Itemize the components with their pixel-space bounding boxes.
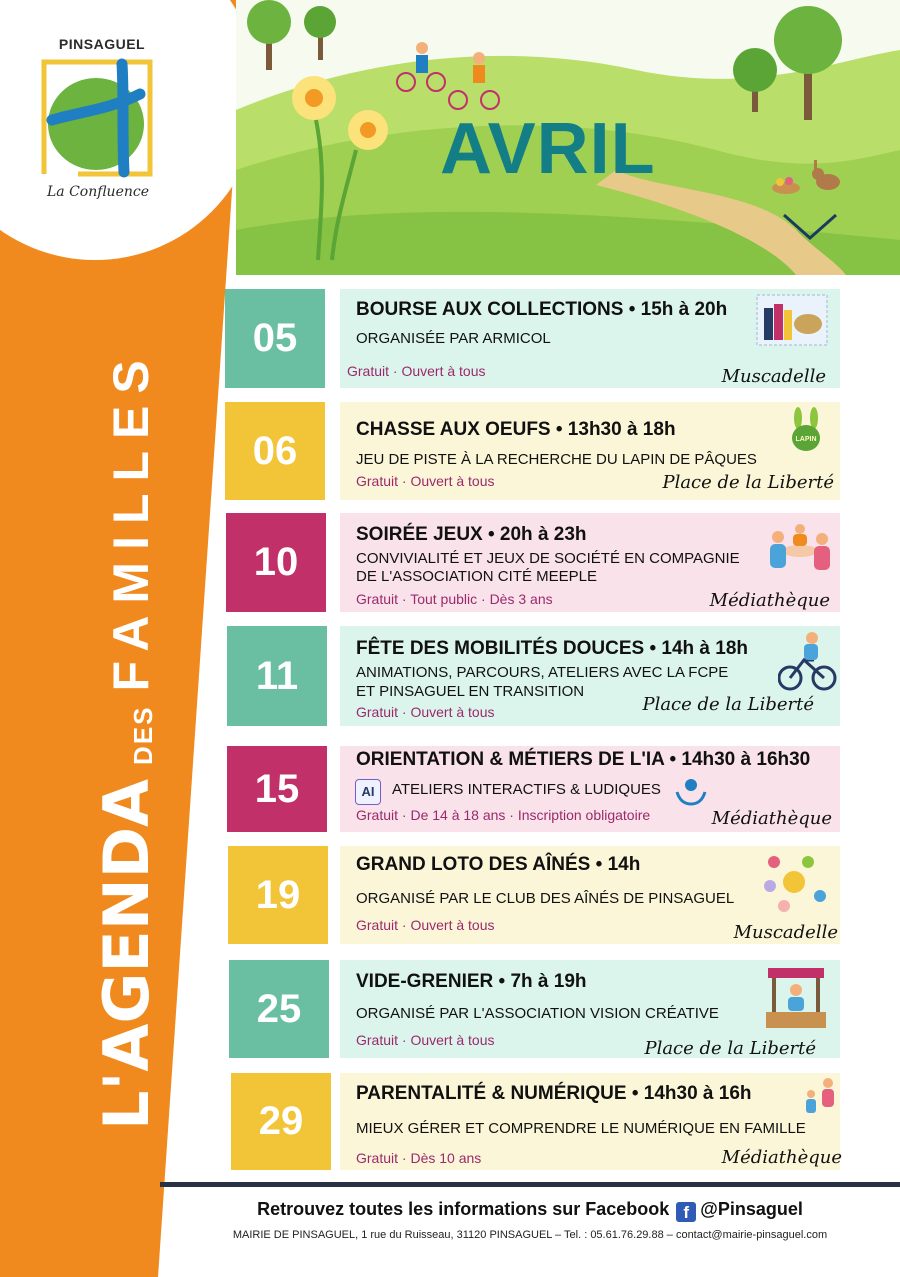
event-meta: Gratuit · Ouvert à tous	[347, 363, 486, 379]
event-title: VIDE-GRENIER • 7h à 19h	[356, 971, 587, 992]
event-day: 25	[256, 986, 302, 1031]
event-description: ORGANISÉ PAR LE CLUB DES AÎNÉS DE PINSAGUEL	[356, 890, 735, 907]
facebook-handle: @Pinsaguel	[700, 1199, 803, 1219]
event-card	[340, 846, 840, 944]
event-card	[340, 289, 840, 388]
event-meta: Gratuit · De 14 à 18 ans · Inscription obligatoire	[356, 807, 651, 823]
title-agenda: L'AGENDA	[90, 778, 163, 1130]
event-title: SOIRÉE JEUX • 20h à 23h	[356, 524, 587, 545]
month-title: AVRIL	[440, 109, 656, 189]
event-meta: Gratuit · Ouvert à tous	[356, 917, 495, 933]
footer-facebook-line	[160, 1199, 900, 1222]
ai-badge-icon: AI	[355, 779, 381, 805]
event-date-box	[225, 402, 325, 500]
footer-contact: MAIRIE DE PINSAGUEL, 1 rue du Ruisseau, 31120 PINSAGUEL – Tel. : 05.61.76.29.88 – contact@mairie-pinsaguel.com	[232, 1229, 828, 1241]
event-card	[340, 746, 840, 832]
event-card	[340, 513, 840, 612]
market-stall-icon	[766, 966, 828, 1030]
event-place: Muscadelle	[721, 366, 826, 387]
event-day: 15	[254, 766, 300, 811]
event-meta: Gratuit · Ouvert à tous	[356, 1032, 495, 1048]
logo-name: PINSAGUEL	[58, 36, 146, 52]
books-icon	[756, 294, 828, 346]
event-date-box	[228, 846, 328, 944]
event-description: CONVIVIALITÉ ET JEUX DE SOCIÉTÉ EN COMPAGNIE	[356, 550, 740, 567]
easter-egg-icon	[788, 406, 824, 452]
event-day: 11	[255, 653, 299, 698]
event-day: 19	[255, 872, 301, 917]
event-card	[340, 626, 840, 726]
event-date-box	[225, 289, 325, 388]
event-description: ORGANISÉ PAR L'ASSOCIATION VISION CRÉATIVE	[356, 1005, 719, 1022]
event-title: GRAND LOTO DES AÎNÉS • 14h	[356, 854, 641, 875]
event-place: Muscadelle	[733, 922, 838, 943]
event-meta: Gratuit · Ouvert à tous	[356, 704, 495, 720]
event-date-box	[226, 513, 326, 612]
event-date-box	[229, 960, 329, 1058]
event-description: ET PINSAGUEL EN TRANSITION	[356, 683, 585, 700]
event-title: BOURSE AUX COLLECTIONS • 15h à 20h	[356, 299, 728, 320]
event-place: Médiathèque	[711, 808, 832, 829]
egg-label: LAPIN	[795, 436, 817, 443]
event-description: JEU DE PISTE À LA RECHERCHE DU LAPIN DE PÂQUES	[356, 451, 757, 468]
board-game-icon	[764, 519, 836, 577]
event-day: 29	[258, 1099, 304, 1143]
footer-divider	[160, 1182, 900, 1187]
facebook-icon: f	[676, 1202, 696, 1222]
title-familles: FAMILLES	[103, 348, 159, 692]
event-meta: Gratuit · Dès 10 ans	[356, 1150, 482, 1166]
ai-hands-icon	[674, 776, 708, 806]
event-place: Médiathèque	[721, 1147, 842, 1168]
event-date-box	[227, 746, 327, 832]
event-title: CHASSE AUX OEUFS • 13h30 à 18h	[356, 419, 676, 440]
event-card	[340, 402, 840, 500]
title-des: DES	[128, 705, 159, 765]
logo-subtitle: La Confluence	[46, 184, 150, 200]
event-description: ORGANISÉE PAR ARMICOL	[356, 330, 551, 347]
event-place: Place de la Liberté	[642, 694, 814, 715]
event-card	[340, 1073, 840, 1170]
event-title: ORIENTATION & MÉTIERS DE L'IA • 14h30 à 16h30	[356, 749, 811, 770]
event-day: 10	[253, 540, 299, 584]
vertical-title	[90, 348, 163, 1130]
event-day: 05	[252, 316, 298, 360]
event-description: MIEUX GÉRER ET COMPRENDRE LE NUMÉRIQUE EN FAMILLE	[356, 1120, 806, 1137]
footer-text: Retrouvez toutes les informations sur Facebook	[257, 1199, 670, 1219]
event-date-box	[231, 1073, 331, 1170]
event-description: ANIMATIONS, PARCOURS, ATELIERS AVEC LA FCPE	[356, 664, 729, 681]
event-place: Place de la Liberté	[662, 472, 834, 493]
event-meta: Gratuit · Ouvert à tous	[356, 473, 495, 489]
event-card	[340, 960, 840, 1058]
event-place: Médiathèque	[709, 590, 830, 611]
cyclist-icon	[778, 630, 838, 692]
event-title: PARENTALITÉ & NUMÉRIQUE • 14h30 à 16h	[356, 1083, 752, 1104]
event-place: Place de la Liberté	[644, 1038, 816, 1059]
event-date-box	[227, 626, 327, 726]
event-title: FÊTE DES MOBILITÉS DOUCES • 14h à 18h	[356, 638, 749, 659]
event-day: 06	[252, 428, 298, 473]
event-description: ATELIERS INTERACTIFS & LUDIQUES	[392, 781, 661, 798]
parent-child-icon	[802, 1077, 838, 1117]
lottery-balls-icon	[760, 850, 832, 916]
event-description: DE L'ASSOCIATION CITÉ MEEPLE	[356, 568, 597, 585]
event-meta: Gratuit · Tout public · Dès 3 ans	[356, 591, 553, 607]
pinsaguel-logo-icon	[38, 54, 156, 180]
